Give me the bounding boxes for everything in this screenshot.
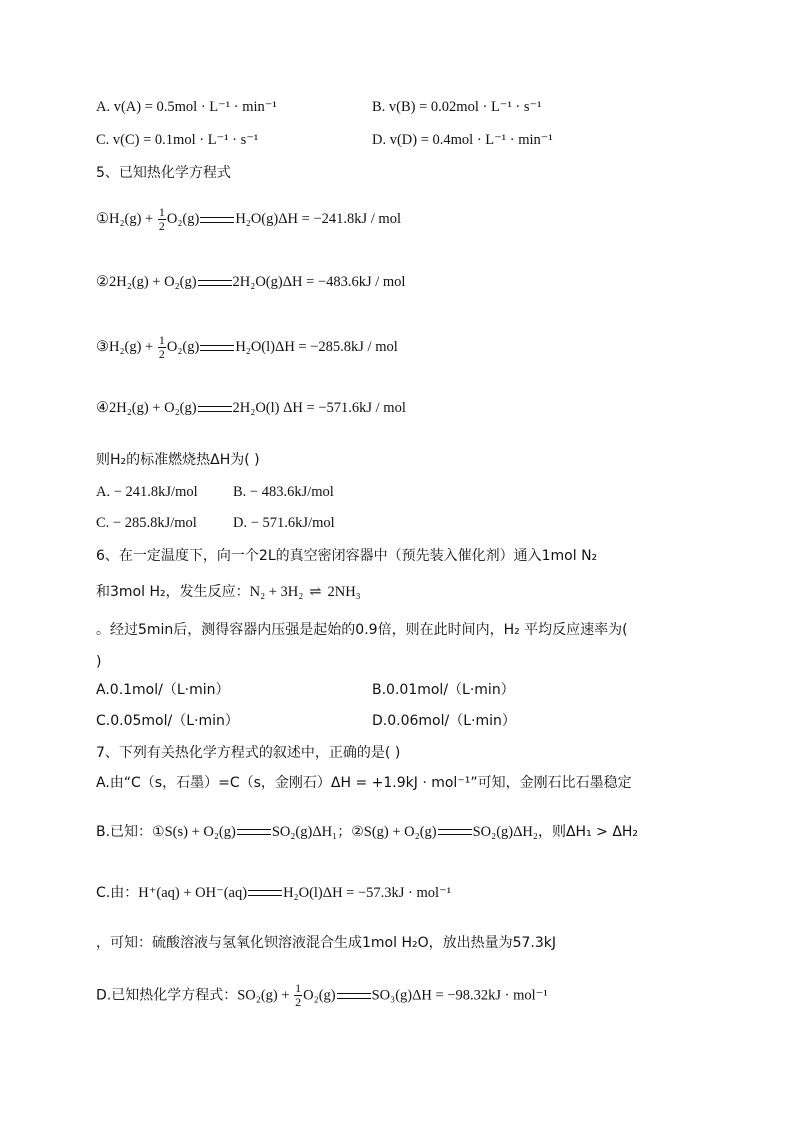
eq3-pre: H₂(g) + bbox=[109, 338, 157, 355]
q6-option-b: B.0.01mol/（L·min） bbox=[372, 682, 515, 698]
q6-line-4: ) bbox=[96, 654, 102, 670]
q7-b-eq1-right: SO₂(g)ΔH₁ bbox=[271, 824, 338, 840]
q5-stem: 5、已知热化学方程式 bbox=[96, 165, 231, 181]
q6-option-d: D.0.06mol/（L·min） bbox=[372, 713, 516, 729]
q6-reversible-arrow: ⇌ bbox=[309, 584, 322, 600]
eq1-equals-sign bbox=[200, 217, 234, 223]
eq4-right: 2H₂O(l) ΔH = −571.6kJ / mol bbox=[232, 400, 406, 416]
eq3-number: ③ bbox=[96, 338, 109, 355]
eq4-equals-sign bbox=[198, 406, 232, 412]
q7-b-mid: ；② bbox=[337, 824, 364, 840]
q5-option-c: C. − 285.8kJ/mol bbox=[96, 515, 197, 531]
q4-option-b: B. v(B) = 0.02mol · L⁻¹ · s⁻¹ bbox=[372, 99, 542, 115]
q6-reaction-right: 2NH₃ bbox=[327, 584, 361, 600]
q5-option-d: D. − 571.6kJ/mol bbox=[233, 515, 335, 531]
q5-equation-1 bbox=[96, 206, 401, 233]
eq1-right: H₂O(g)ΔH = −241.8kJ / mol bbox=[235, 210, 401, 227]
q7-c-equals-sign bbox=[248, 890, 282, 896]
q6-reaction-left: N₂ + 3H₂ bbox=[249, 584, 304, 600]
eq3-right: H₂O(l)ΔH = −285.8kJ / mol bbox=[235, 338, 398, 355]
q7-b-eq2-equals-sign bbox=[438, 829, 472, 835]
q7-option-d bbox=[96, 982, 548, 1009]
q7-stem: 7、下列有关热化学方程式的叙述中，正确的是( ) bbox=[96, 745, 401, 761]
q7-c-left: H⁺(aq) + OH⁻(aq) bbox=[138, 885, 248, 901]
q5-question: 则H₂的标准燃烧热ΔH为( ) bbox=[96, 452, 260, 468]
q7-option-a: A.由“C（s，石墨）=C（s，金刚石）ΔH = +1.9kJ · mol⁻¹”可知，金刚石比石墨稳定 bbox=[96, 775, 632, 791]
q7-d-prefix: D.已知热化学方程式： bbox=[96, 987, 238, 1004]
eq1-pre: H₂(g) + bbox=[109, 210, 157, 227]
q7-c-right: H₂O(l)ΔH = −57.3kJ · mol⁻¹ bbox=[283, 885, 452, 901]
q6-line-2 bbox=[96, 582, 361, 602]
q5-option-a: A. − 241.8kJ/mol bbox=[96, 484, 198, 500]
eq1-post-left: O₂(g) bbox=[166, 210, 200, 227]
q7-b-prefix: B.已知：① bbox=[96, 824, 165, 840]
q7-b-eq2-right: SO₂(g)ΔH₂ bbox=[472, 824, 538, 840]
eq1-number: ① bbox=[96, 210, 109, 227]
q5-equation-4 bbox=[96, 398, 406, 418]
q7-d-right: SO₃(g)ΔH = −98.32kJ · mol⁻¹ bbox=[371, 987, 548, 1004]
q5-equation-3 bbox=[96, 334, 398, 361]
eq4-left: 2H₂(g) + O₂(g) bbox=[109, 400, 197, 416]
q6-line-3: 。经过5min后，测得容器内压强是起始的0.9倍，则在此时间内，H₂ 平均反应速率为( bbox=[96, 622, 628, 638]
eq3-fraction: $\frac{1}{2}$ bbox=[158, 333, 165, 361]
q6-option-c: C.0.05mol/（L·min） bbox=[96, 713, 239, 729]
q6-option-a: A.0.1mol/（L·min） bbox=[96, 682, 230, 698]
eq2-right: 2H₂O(g)ΔH = −483.6kJ / mol bbox=[232, 274, 406, 290]
q5-equation-2 bbox=[96, 272, 405, 292]
q4-option-d: D. v(D) = 0.4mol · L⁻¹ · min⁻¹ bbox=[372, 132, 553, 148]
q7-b-post: ，则ΔH₁ > ΔH₂ bbox=[537, 824, 639, 840]
q7-d-left-a: SO₂(g) + bbox=[237, 987, 294, 1004]
eq3-post-left: O₂(g) bbox=[166, 338, 200, 355]
eq4-number: ④ bbox=[96, 400, 109, 416]
q6-line-1: 6、在一定温度下，向一个2L的真空密闭容器中（预先装入催化剂）通入1mol N₂ bbox=[96, 548, 598, 564]
q6-line-2-text: 和3mol H₂，发生反应： bbox=[96, 584, 250, 600]
q7-b-eq1-left: S(s) + O₂(g) bbox=[164, 824, 236, 840]
q7-c-prefix: C.由： bbox=[96, 885, 139, 901]
eq2-left: 2H₂(g) + O₂(g) bbox=[109, 274, 197, 290]
q7-option-b bbox=[96, 822, 638, 842]
q7-option-c-line-2: ，可知：硫酸溶液与氢氧化钡溶液混合生成1mol H₂O，放出热量为57.3kJ bbox=[96, 935, 557, 951]
q5-option-b: B. − 483.6kJ/mol bbox=[233, 484, 334, 500]
q7-option-c bbox=[96, 883, 451, 903]
q7-b-eq2-left: S(g) + O₂(g) bbox=[363, 824, 437, 840]
q7-b-eq1-equals-sign bbox=[237, 829, 271, 835]
eq2-equals-sign bbox=[198, 280, 232, 286]
q4-option-a: A. v(A) = 0.5mol · L⁻¹ · min⁻¹ bbox=[96, 99, 277, 115]
eq2-number: ② bbox=[96, 274, 109, 290]
q7-d-equals-sign bbox=[337, 993, 371, 999]
q7-d-fraction: $\frac{1}{2}$ bbox=[295, 981, 302, 1009]
q4-option-c: C. v(C) = 0.1mol · L⁻¹ · s⁻¹ bbox=[96, 132, 259, 148]
q7-d-left-b: O₂(g) bbox=[303, 987, 336, 1004]
eq3-equals-sign bbox=[200, 345, 234, 351]
eq1-fraction: $\frac{1}{2}$ bbox=[158, 205, 165, 233]
